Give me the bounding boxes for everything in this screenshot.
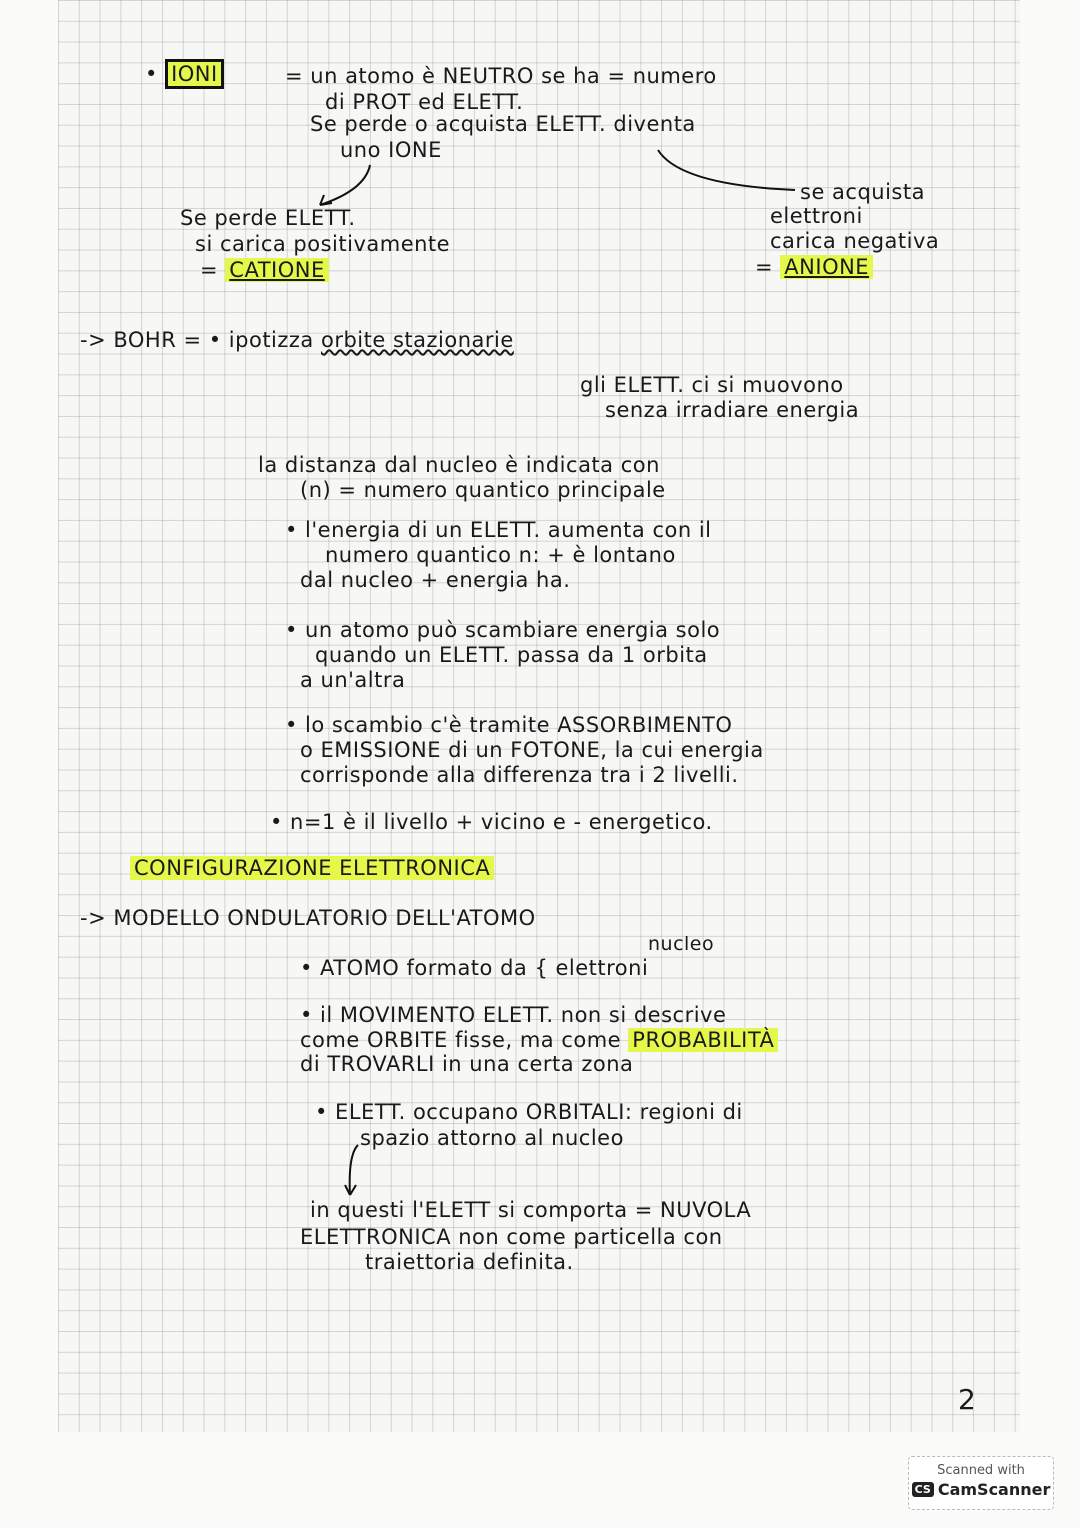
- bohr-b1-line: • l'energia di un ELETT. aumenta con il: [285, 518, 712, 542]
- anion-line2: elettroni: [770, 204, 863, 228]
- bohr-dist1: la distanza dal nucleo è indicata con: [258, 453, 660, 477]
- arrow-icon: [650, 145, 800, 195]
- bohr-b3-line: • lo scambio c'è tramite ASSORBIMENTO: [285, 713, 733, 737]
- badge-brand: CS CamScanner: [909, 1480, 1053, 1499]
- bohr-b3-line: o EMISSIONE di un FOTONE, la cui energia: [300, 738, 764, 762]
- anion-line1: se acquista: [800, 180, 925, 204]
- arrow-icon: [300, 160, 380, 210]
- ions-title: • IONI: [145, 62, 224, 86]
- config-m3: di TROVARLI in una certa zona: [300, 1052, 634, 1076]
- config-atom: • ATOMO formato da { elettroni: [300, 956, 649, 980]
- arrow-down-icon: [338, 1140, 368, 1200]
- config-c1: in questi l'ELETT si comporta = NUVOLA: [310, 1198, 752, 1222]
- ions-line1: = un atomo è NEUTRO se ha = numero: [285, 64, 717, 88]
- config-m2: come ORBITE fisse, ma come PROBABILITÀ: [300, 1028, 778, 1052]
- bohr-sub1: gli ELETT. ci si muovono: [580, 373, 844, 397]
- config-o1: • ELETT. occupano ORBITALI: regioni di: [315, 1100, 743, 1124]
- bohr-b2-line: a un'altra: [300, 668, 406, 692]
- cation-line2: si carica positivamente: [195, 232, 451, 256]
- badge-caption: Scanned with: [937, 1463, 1025, 1478]
- anion-line3: carica negativa: [770, 229, 940, 253]
- page-number: 2: [958, 1383, 977, 1416]
- camscanner-badge: [908, 1456, 1054, 1510]
- config-nucleo: nucleo: [648, 933, 715, 955]
- config-c3: traiettoria definita.: [365, 1250, 574, 1274]
- ions-title-box: IONI: [165, 59, 224, 89]
- config-c2: ELETTRONICA non come particella con: [300, 1225, 723, 1249]
- camscanner-logo-icon: CS: [912, 1482, 934, 1497]
- bohr-b1-line: dal nucleo + energia ha.: [300, 568, 571, 592]
- bohr-b1-line: numero quantico n: + è lontano: [325, 543, 676, 567]
- config-o2: spazio attorno al nucleo: [360, 1126, 624, 1150]
- config-model: -> MODELLO ONDULATORIO DELL'ATOMO: [80, 906, 536, 930]
- bohr-b2-line: quando un ELETT. passa da 1 orbita: [315, 643, 708, 667]
- ions-line2: di PROT ed ELETT.: [325, 90, 524, 114]
- config-m1: • il MOVIMENTO ELETT. non si descrive: [300, 1003, 727, 1027]
- bohr-b2-line: • un atomo può scambiare energia solo: [285, 618, 721, 642]
- cation-line1: Se perde ELETT.: [180, 206, 356, 230]
- bohr-head: -> BOHR = • ipotizza orbite stazionarie: [80, 328, 514, 352]
- ions-line4: uno IONE: [340, 138, 442, 162]
- anion-name: = ANIONE: [755, 255, 873, 279]
- ions-line3: Se perde o acquista ELETT. diventa: [310, 112, 696, 136]
- bohr-b4: • n=1 è il livello + vicino e - energetico.: [270, 810, 713, 834]
- config-title: CONFIGURAZIONE ELETTRONICA: [130, 856, 494, 880]
- bohr-sub2: senza irradiare energia: [605, 398, 860, 422]
- cation-name: = CATIONE: [200, 258, 329, 282]
- bohr-dist2: (n) = numero quantico principale: [300, 478, 666, 502]
- bohr-b3-line: corrisponde alla differenza tra i 2 livelli.: [300, 763, 739, 787]
